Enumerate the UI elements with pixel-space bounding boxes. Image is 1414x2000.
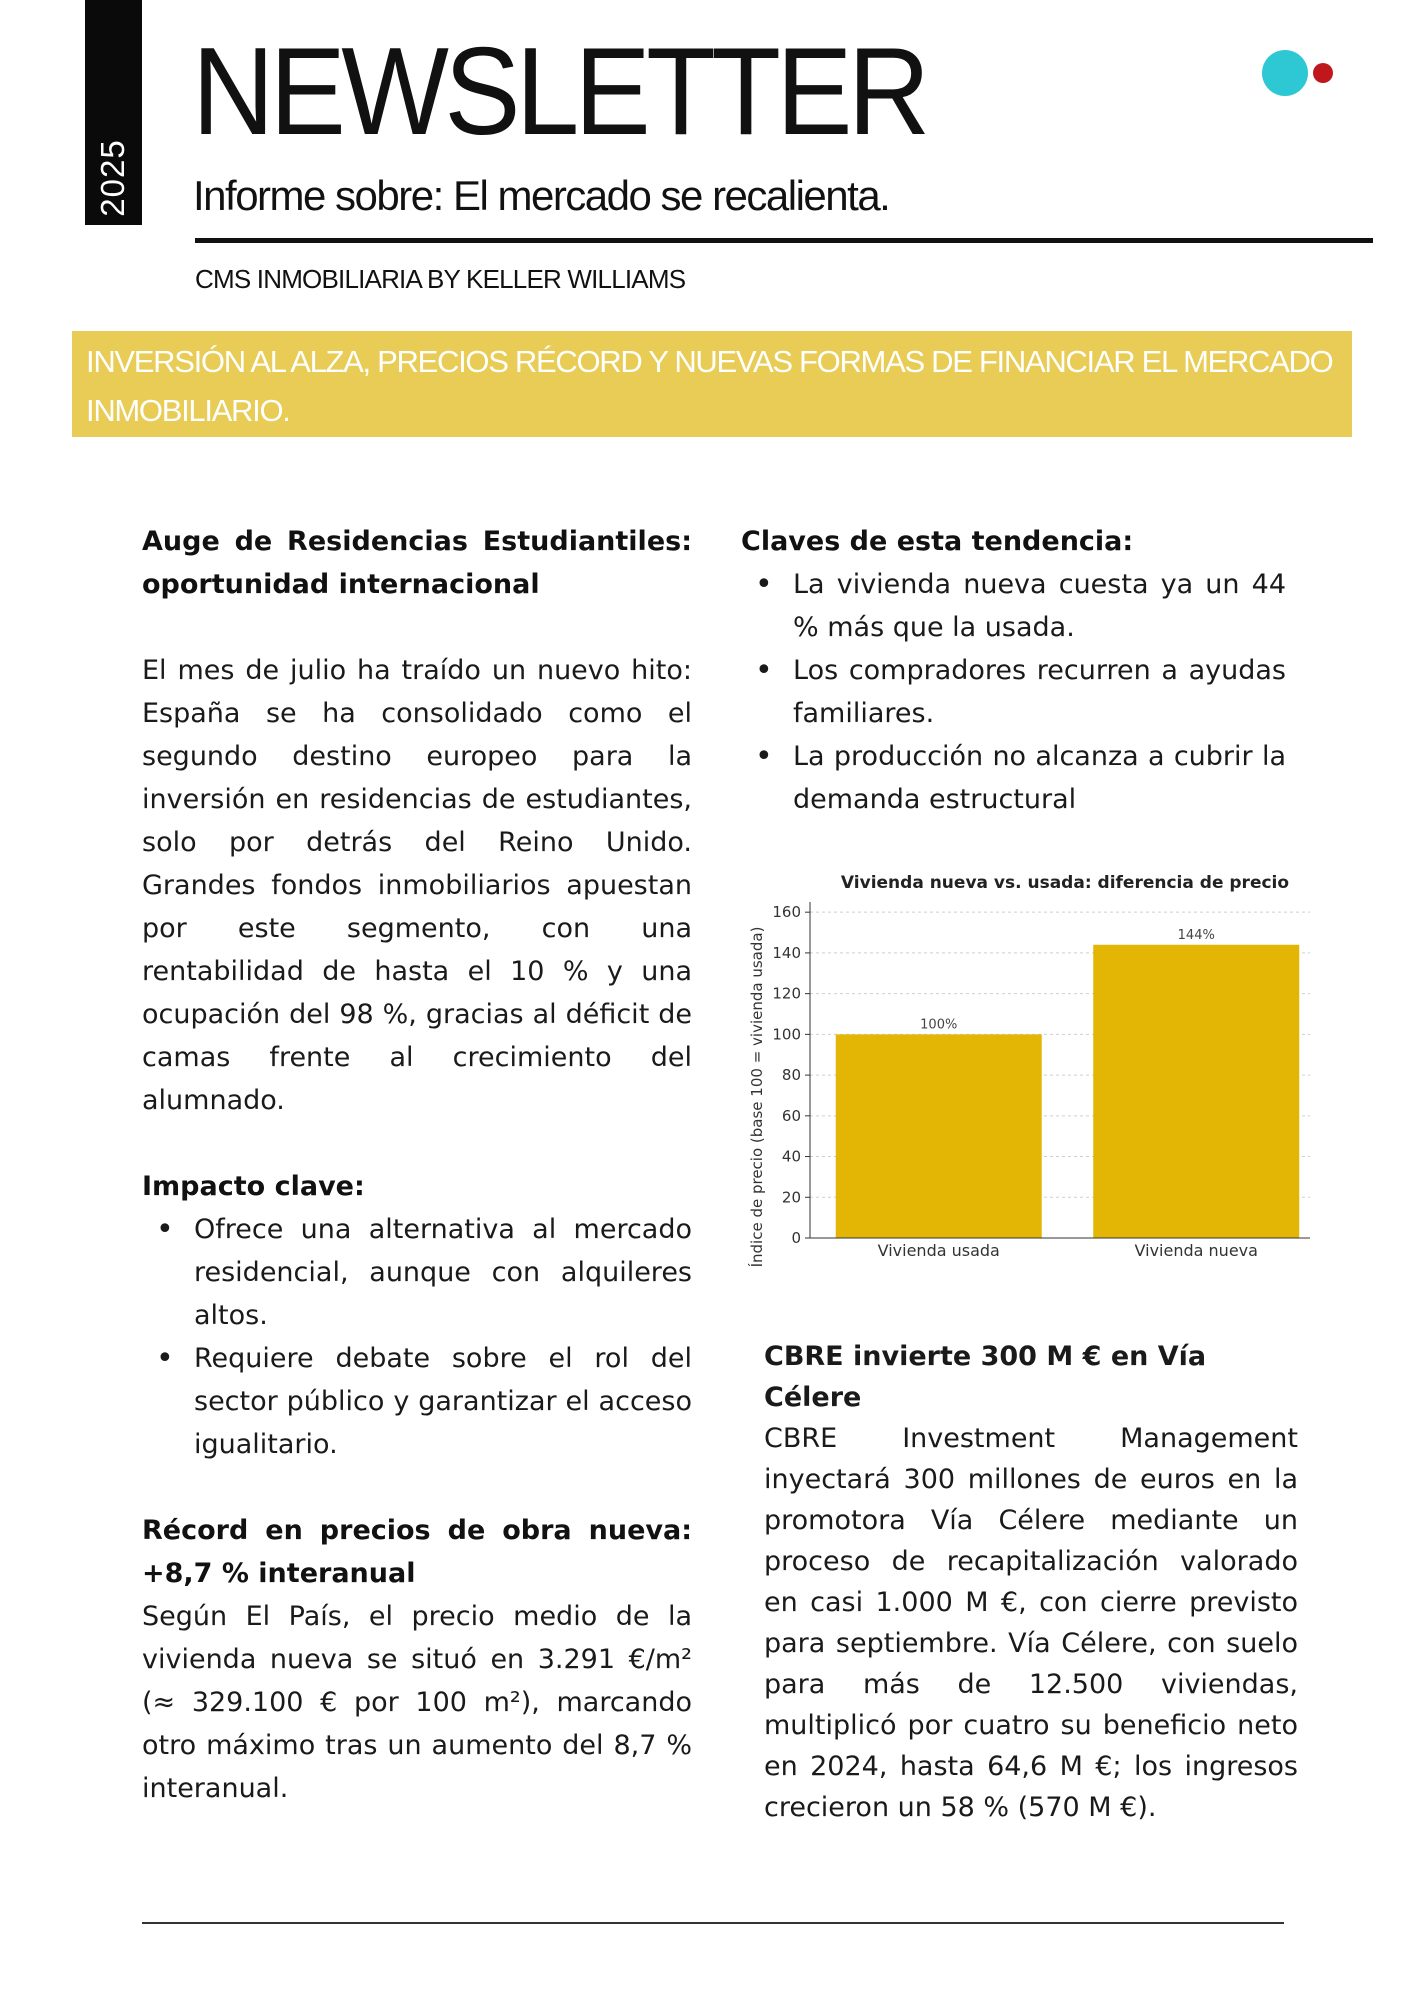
list-item: • La producción no alcanza a cubrir la demanda estructural: [741, 735, 1286, 821]
claves-list: [741, 563, 1286, 821]
chart-ytick-label: 100: [772, 1025, 801, 1044]
banner-text: INVERSIÓN AL ALZA, PRECIOS RÉCORD Y NUEVAS FORMAS DE FINANCIAR EL MERCADO INMOBILIARIO.: [86, 344, 1333, 428]
price-comparison-chart: [740, 860, 1310, 1280]
chart-ylabel: Índice de precio (base 100 = vivienda usada): [748, 926, 766, 1268]
residencias-heading: Auge de Residencias Estudiantiles: oportunidad internacional: [142, 526, 692, 600]
teal-dot-logo-icon: [1262, 50, 1308, 96]
chart-ytick-label: 40: [781, 1147, 801, 1166]
chart-title: Vivienda nueva vs. usada: diferencia de precio: [840, 873, 1290, 893]
chart-ytick-label: 160: [772, 903, 801, 922]
list-item: • Requiere debate sobre el rol del sector público y garantizar el acceso igualitario.: [142, 1337, 692, 1466]
record-heading: Récord en precios de obra nueva: +8,7 % interanual: [142, 1515, 692, 1589]
brand-name: CMS INMOBILIARIA BY KELLER WILLIAMS: [195, 264, 686, 294]
claves-heading: Claves de esta tendencia:: [741, 526, 1134, 557]
footer-divider: [142, 1922, 1284, 1924]
impacto-heading: Impacto clave:: [142, 1171, 365, 1202]
cbre-section: [764, 1336, 1298, 1418]
chart-ytick-label: 0: [791, 1229, 801, 1247]
chart-data-label: 100%: [920, 1017, 958, 1033]
list-item: • Los compradores recurren a ayudas familiares.: [741, 649, 1286, 735]
left-column: [142, 520, 692, 1810]
header-divider: [195, 238, 1373, 243]
chart-ytick-label: 80: [781, 1066, 801, 1085]
cbre-body-wrap: [764, 1418, 1298, 1828]
list-item: • Ofrece una alternativa al mercado residencial, aunque con alquileres altos.: [142, 1208, 692, 1337]
headline-banner: [72, 331, 1352, 437]
chart-ytick-label: 120: [772, 984, 801, 1003]
right-column-top: [741, 520, 1286, 821]
residencias-body: El mes de julio ha traído un nuevo hito: España se ha consolidado como el segundo destino europeo para la inversión en residencias de estudiantes, solo por detrás del Reino Unido. Grandes fondos inmobiliarios apuestan por este segmento, con una rentabilidad de hasta el 10 % y una ocupación del 98 %, gracias al déficit de camas frente al crecimiento del alumnado.: [142, 655, 692, 1116]
cbre-heading: CBRE invierte 300 M € en Vía Célere: [764, 1341, 1207, 1413]
chart-bar: [836, 1034, 1042, 1238]
list-item: • La vivienda nueva cuesta ya un 44 % más que la usada.: [741, 563, 1286, 649]
chart-ytick-label: 60: [781, 1106, 801, 1125]
chart-ytick-label: 20: [781, 1188, 801, 1207]
chart-ytick-label: 140: [772, 943, 801, 962]
chart-bar: [1093, 945, 1299, 1238]
record-body: Según El País, el precio medio de la vivienda nueva se situó en 3.291 €/m² (≈ 329.100 € por 100 m²), marcando otro máximo tras un aumento del 8,7 % interanual.: [142, 1601, 692, 1804]
chart-category-label: Vivienda usada: [877, 1241, 1000, 1260]
chart-data-label: 144%: [1177, 927, 1215, 943]
red-dot-logo-icon: [1313, 63, 1333, 83]
year-label: 2025: [94, 139, 131, 217]
cbre-body: CBRE Investment Management inyectará 300 millones de euros en la promotora Vía Célere mediante un proceso de recapitalización valorado en casi 1.000 M €, con cierre previsto para septiembre. Vía Célere, con suelo para más de 12.500 viviendas, multiplicó por cuatro su beneficio neto en 2024, hasta 64,6 M €; los ingresos crecieron un 58 % (570 M €).: [764, 1423, 1298, 1823]
chart-category-label: Vivienda nueva: [1134, 1241, 1258, 1260]
newsletter-subtitle: Informe sobre: El mercado se recalienta.: [193, 172, 890, 219]
newsletter-title: NEWSLETTER: [192, 23, 926, 161]
impacto-list: [142, 1208, 692, 1466]
